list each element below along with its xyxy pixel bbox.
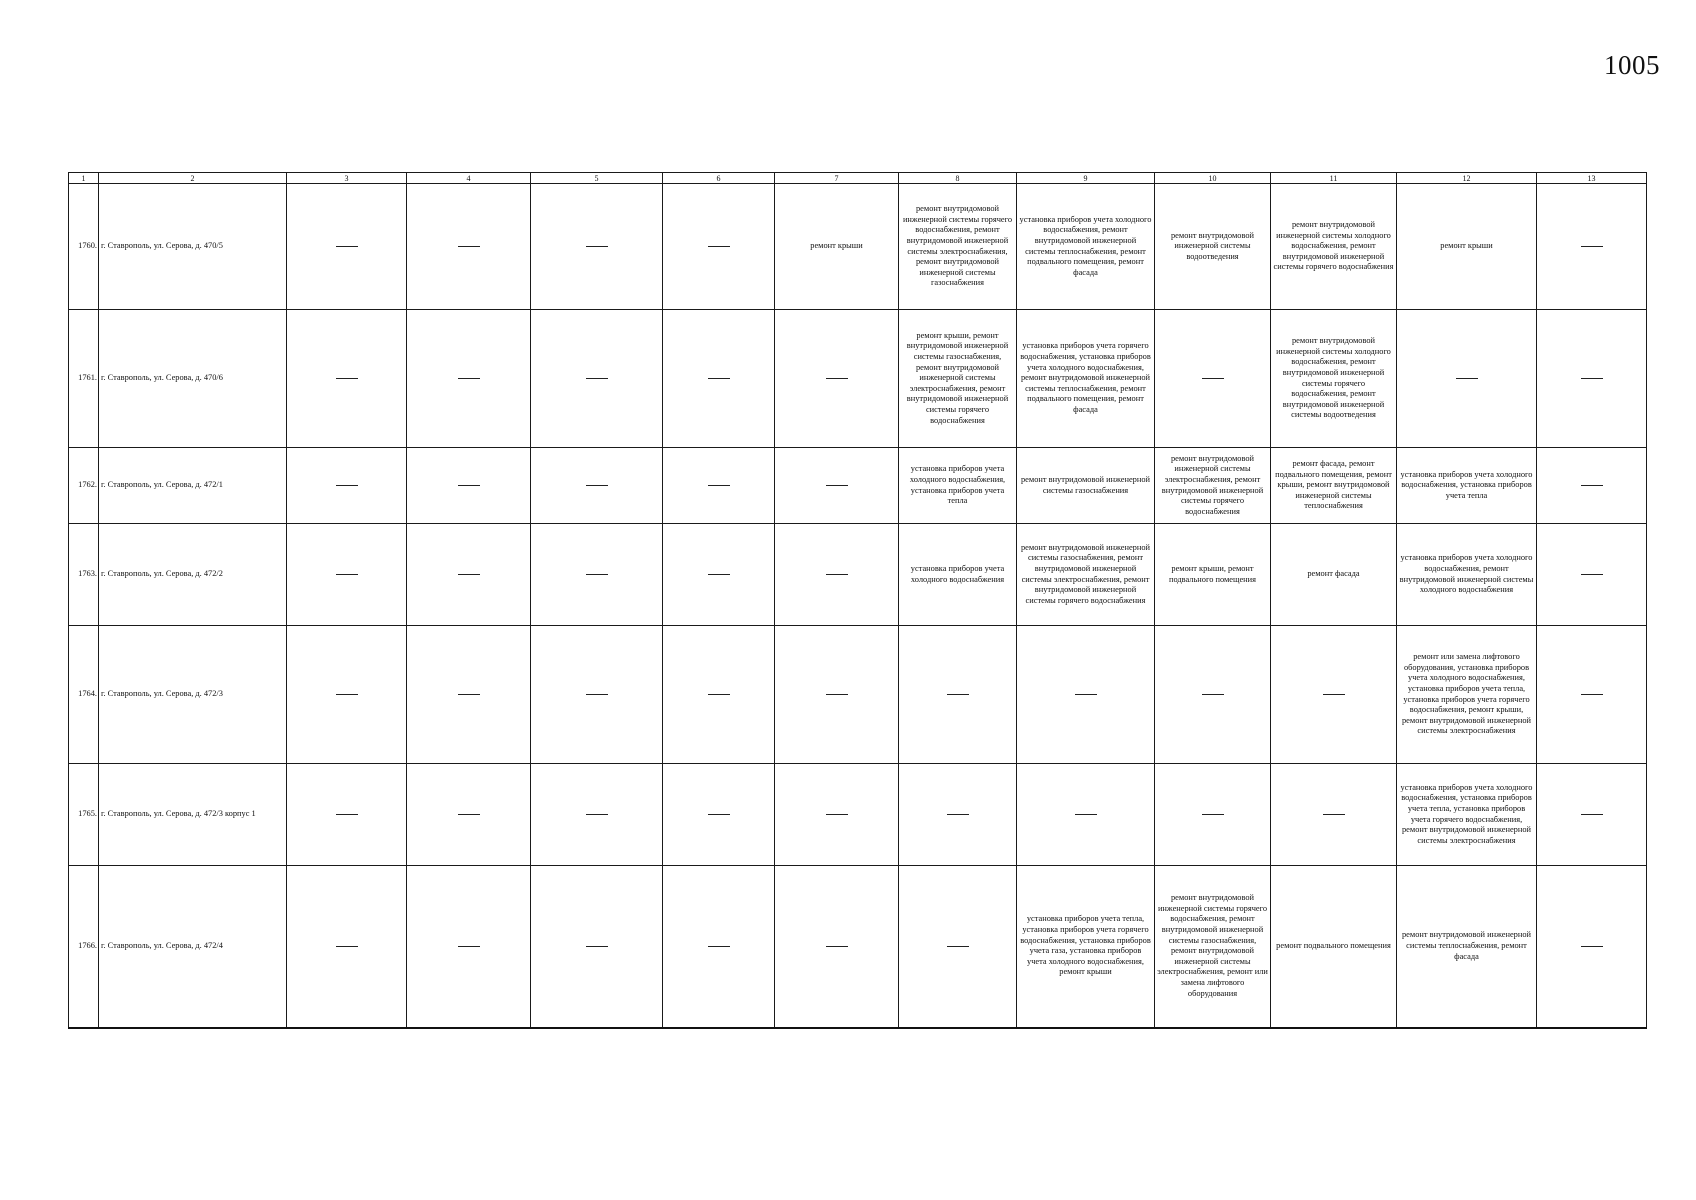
work-cell: ремонт крыши (1397, 184, 1537, 310)
address-cell: г. Ставрополь, ул. Серова, д. 472/2 (99, 524, 287, 626)
empty-cell (1017, 764, 1155, 866)
address-cell: г. Ставрополь, ул. Серова, д. 472/3 корпус 1 (99, 764, 287, 866)
work-cell: ремонт подвального помещения (1271, 866, 1397, 1028)
empty-cell (775, 524, 899, 626)
empty-cell (531, 448, 663, 524)
row-number: 1763. (69, 524, 99, 626)
empty-cell (663, 764, 775, 866)
dash-mark (1202, 814, 1224, 815)
work-cell: ремонт внутридомовой инженерной системы газоснабжения, ремонт внутридомовой инженерной системы электроснабжения, ремонт внутридомовой инженерной системы горячего водоснабжения (1017, 524, 1155, 626)
dash-mark (586, 946, 608, 947)
column-number: 12 (1397, 173, 1537, 184)
dash-mark (1456, 378, 1478, 379)
empty-cell (1537, 524, 1647, 626)
dash-mark (708, 694, 730, 695)
empty-cell (663, 866, 775, 1028)
row-number: 1760. (69, 184, 99, 310)
empty-cell (1397, 310, 1537, 448)
dash-mark (1323, 694, 1345, 695)
dash-mark (458, 814, 480, 815)
empty-cell (287, 764, 407, 866)
dash-mark (708, 246, 730, 247)
empty-cell (407, 764, 531, 866)
column-number: 7 (775, 173, 899, 184)
dash-mark (586, 246, 608, 247)
column-number: 10 (1155, 173, 1271, 184)
dash-mark (586, 814, 608, 815)
work-cell: ремонт внутридомовой инженерной системы водоотведения (1155, 184, 1271, 310)
work-cell: ремонт крыши (775, 184, 899, 310)
address-cell: г. Ставрополь, ул. Серова, д. 472/4 (99, 866, 287, 1028)
column-number: 8 (899, 173, 1017, 184)
empty-cell (287, 448, 407, 524)
dash-mark (336, 694, 358, 695)
work-cell: ремонт внутридомовой инженерной системы теплоснабжения, ремонт фасада (1397, 866, 1537, 1028)
work-cell: ремонт внутридомовой инженерной системы электроснабжения, ремонт внутридомовой инженерной системы горячего водоснабжения (1155, 448, 1271, 524)
table-row (69, 448, 1647, 524)
column-number: 9 (1017, 173, 1155, 184)
work-cell: ремонт крыши, ремонт внутридомовой инженерной системы газоснабжения, ремонт внутридомовой инженерной системы электроснабжения, ремонт внутридомовой инженерной системы горячего водоснабжения (899, 310, 1017, 448)
empty-cell (899, 866, 1017, 1028)
housing-repair-table (68, 172, 1647, 1029)
dash-mark (336, 246, 358, 247)
dash-mark (1581, 246, 1603, 247)
empty-cell (1537, 626, 1647, 764)
column-number: 6 (663, 173, 775, 184)
dash-mark (458, 946, 480, 947)
empty-cell (407, 524, 531, 626)
empty-cell (1537, 764, 1647, 866)
empty-cell (1271, 764, 1397, 866)
table-row (69, 626, 1647, 764)
dash-mark (336, 814, 358, 815)
dash-mark (336, 574, 358, 575)
dash-mark (708, 814, 730, 815)
dash-mark (586, 485, 608, 486)
dash-mark (826, 814, 848, 815)
table-body (69, 173, 1647, 1028)
dash-mark (1581, 814, 1603, 815)
empty-cell (663, 448, 775, 524)
row-number: 1762. (69, 448, 99, 524)
table-row (69, 310, 1647, 448)
dash-mark (1202, 694, 1224, 695)
dash-mark (586, 694, 608, 695)
dash-mark (1581, 946, 1603, 947)
empty-cell (775, 310, 899, 448)
work-cell: ремонт внутридомовой инженерной системы газоснабжения (1017, 448, 1155, 524)
row-number: 1764. (69, 626, 99, 764)
empty-cell (775, 448, 899, 524)
work-cell: установка приборов учета тепла, установка приборов учета горячего водоснабжения, установка приборов учета газа, установка приборов учета холодного водоснабжения, ремонт крыши (1017, 866, 1155, 1028)
empty-cell (663, 626, 775, 764)
empty-cell (407, 184, 531, 310)
dash-mark (708, 485, 730, 486)
column-number: 5 (531, 173, 663, 184)
dash-mark (947, 814, 969, 815)
empty-cell (1155, 764, 1271, 866)
empty-cell (1537, 866, 1647, 1028)
dash-mark (826, 485, 848, 486)
table-row (69, 184, 1647, 310)
empty-cell (287, 524, 407, 626)
work-cell: ремонт крыши, ремонт подвального помещения (1155, 524, 1271, 626)
dash-mark (458, 574, 480, 575)
dash-mark (1581, 378, 1603, 379)
empty-cell (531, 626, 663, 764)
work-cell: ремонт внутридомовой инженерной системы холодного водоснабжения, ремонт внутридомовой инженерной системы горячего водоснабжения, ремонт внутридомовой инженерной системы водоотведения (1271, 310, 1397, 448)
address-cell: г. Ставрополь, ул. Серова, д. 472/3 (99, 626, 287, 764)
empty-cell (407, 448, 531, 524)
dash-mark (458, 246, 480, 247)
empty-cell (407, 626, 531, 764)
empty-cell (531, 764, 663, 866)
dash-mark (1075, 694, 1097, 695)
row-number: 1761. (69, 310, 99, 448)
dash-mark (826, 694, 848, 695)
empty-cell (775, 626, 899, 764)
empty-cell (1537, 448, 1647, 524)
page-number: 1005 (1604, 50, 1660, 80)
dash-mark (708, 378, 730, 379)
column-numbers-row (69, 173, 1647, 184)
dash-mark (1581, 694, 1603, 695)
dash-mark (1581, 574, 1603, 575)
empty-cell (899, 764, 1017, 866)
empty-cell (899, 626, 1017, 764)
dash-mark (1323, 814, 1345, 815)
work-cell: установка приборов учета холодного водоснабжения, установка приборов учета тепла (899, 448, 1017, 524)
dash-mark (1581, 485, 1603, 486)
empty-cell (531, 524, 663, 626)
table-row (69, 524, 1647, 626)
work-cell: ремонт фасада (1271, 524, 1397, 626)
table-row (69, 866, 1647, 1028)
dash-mark (1202, 378, 1224, 379)
work-cell: установка приборов учета горячего водоснабжения, установка приборов учета холодного водоснабжения, ремонт внутридомовой инженерной системы теплоснабжения, ремонт подвального помещения, ремонт фасада (1017, 310, 1155, 448)
column-number: 2 (99, 173, 287, 184)
dash-mark (708, 574, 730, 575)
work-cell: ремонт фасада, ремонт подвального помещения, ремонт крыши, ремонт внутридомовой инженерной системы теплоснабжения (1271, 448, 1397, 524)
empty-cell (531, 866, 663, 1028)
work-cell: установка приборов учета холодного водоснабжения (899, 524, 1017, 626)
empty-cell (287, 310, 407, 448)
empty-cell (663, 524, 775, 626)
empty-cell (287, 626, 407, 764)
row-number: 1765. (69, 764, 99, 866)
empty-cell (775, 764, 899, 866)
empty-cell (531, 184, 663, 310)
empty-cell (407, 310, 531, 448)
address-cell: г. Ставрополь, ул. Серова, д. 470/5 (99, 184, 287, 310)
empty-cell (663, 184, 775, 310)
column-number: 11 (1271, 173, 1397, 184)
address-cell: г. Ставрополь, ул. Серова, д. 472/1 (99, 448, 287, 524)
column-number: 4 (407, 173, 531, 184)
dash-mark (826, 574, 848, 575)
dash-mark (458, 485, 480, 486)
column-number: 13 (1537, 173, 1647, 184)
table-row (69, 764, 1647, 866)
work-cell: ремонт внутридомовой инженерной системы горячего водоснабжения, ремонт внутридомовой инженерной системы газоснабжения, ремонт внутридомовой инженерной системы электроснабжения, ремонт или замена лифтового оборудования (1155, 866, 1271, 1028)
work-cell: ремонт внутридомовой инженерной системы горячего водоснабжения, ремонт внутридомовой инженерной системы электроснабжения, ремонт внутридомовой инженерной системы газоснабжения (899, 184, 1017, 310)
dash-mark (1075, 814, 1097, 815)
empty-cell (663, 310, 775, 448)
work-cell: установка приборов учета холодного водоснабжения, ремонт внутридомовой инженерной системы холодного водоснабжения (1397, 524, 1537, 626)
empty-cell (531, 310, 663, 448)
work-cell: установка приборов учета холодного водоснабжения, установка приборов учета тепла (1397, 448, 1537, 524)
empty-cell (287, 866, 407, 1028)
empty-cell (1537, 184, 1647, 310)
dash-mark (826, 946, 848, 947)
column-number: 1 (69, 173, 99, 184)
empty-cell (1537, 310, 1647, 448)
dash-mark (708, 946, 730, 947)
empty-cell (1155, 310, 1271, 448)
row-number: 1766. (69, 866, 99, 1028)
empty-cell (407, 866, 531, 1028)
empty-cell (1017, 626, 1155, 764)
empty-cell (775, 866, 899, 1028)
dash-mark (458, 694, 480, 695)
dash-mark (458, 378, 480, 379)
work-cell: ремонт или замена лифтового оборудования, установка приборов учета холодного водоснабжения, установка приборов учета тепла, установка приборов учета горячего водоснабжения, ремонт крыши, ремонт внутридомовой инженерной системы электроснабжения (1397, 626, 1537, 764)
dash-mark (336, 378, 358, 379)
empty-cell (287, 184, 407, 310)
dash-mark (947, 946, 969, 947)
dash-mark (336, 946, 358, 947)
empty-cell (1271, 626, 1397, 764)
dash-mark (947, 694, 969, 695)
address-cell: г. Ставрополь, ул. Серова, д. 470/6 (99, 310, 287, 448)
work-cell: установка приборов учета холодного водоснабжения, установка приборов учета тепла, установка приборов учета горячего водоснабжения, ремонт внутридомовой инженерной системы электроснабжения (1397, 764, 1537, 866)
dash-mark (336, 485, 358, 486)
work-cell: установка приборов учета холодного водоснабжения, ремонт внутридомовой инженерной системы теплоснабжения, ремонт подвального помещения, ремонт фасада (1017, 184, 1155, 310)
empty-cell (1155, 626, 1271, 764)
work-cell: ремонт внутридомовой инженерной системы холодного водоснабжения, ремонт внутридомовой инженерной системы горячего водоснабжения (1271, 184, 1397, 310)
column-number: 3 (287, 173, 407, 184)
dash-mark (586, 574, 608, 575)
dash-mark (586, 378, 608, 379)
dash-mark (826, 378, 848, 379)
